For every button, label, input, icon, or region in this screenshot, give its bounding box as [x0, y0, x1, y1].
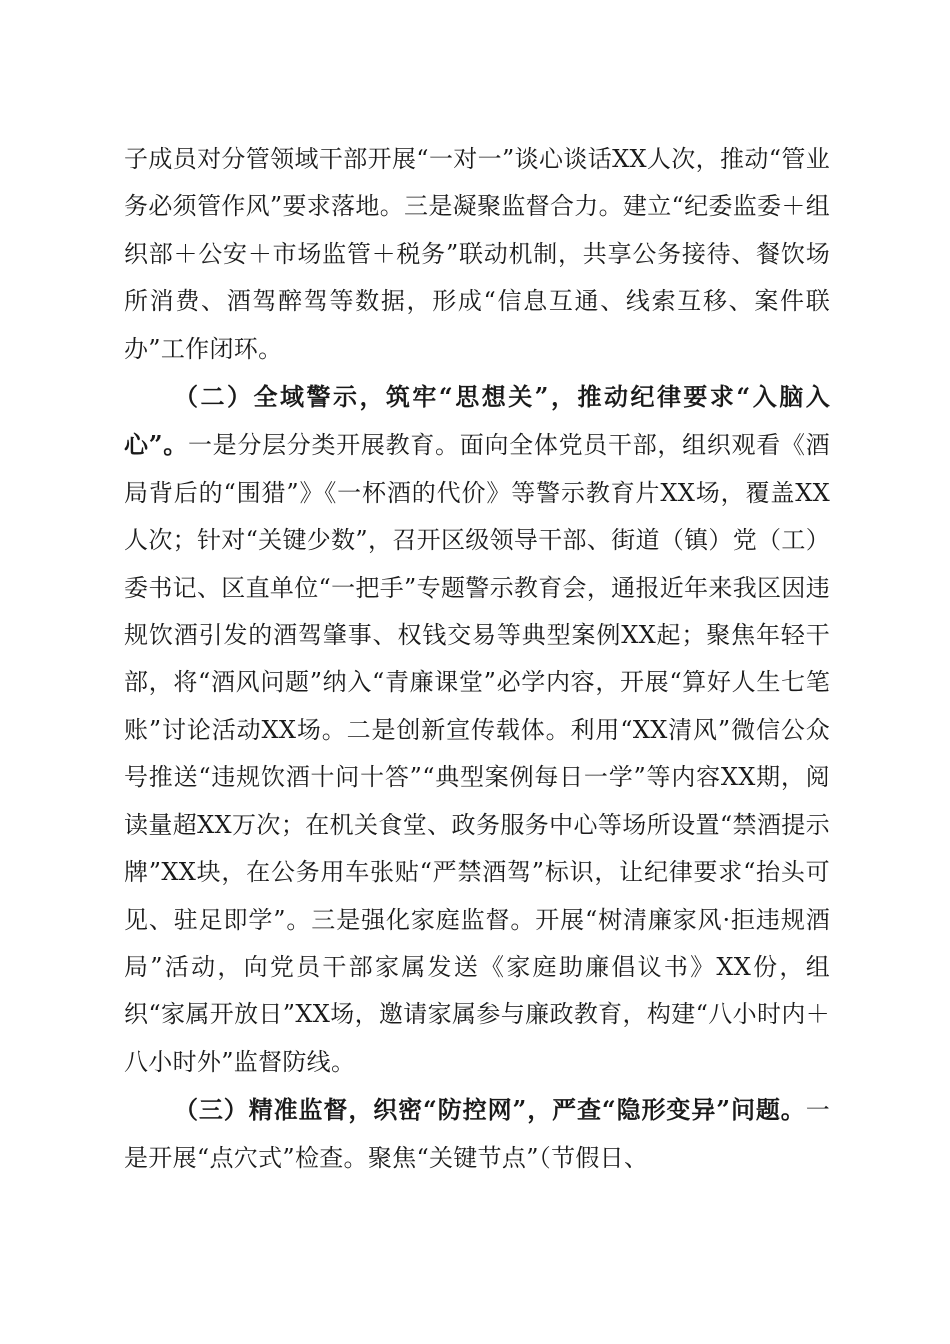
paragraph-text: 一是开展“点穴式”检查。聚焦“关键节点”（节假日、 — [124, 1096, 830, 1172]
section-heading: （二）全域警示，筑牢“思想关”，推动纪律要求“入脑入心”。 — [124, 382, 830, 460]
document-body — [124, 136, 830, 1182]
paragraph-section-2 — [124, 373, 830, 1086]
paragraph-text: 一是分层分类开展教育。面向全体党员干部，组织观看《酒局背后的“围猎”》《一杯酒的代价》等警示教育片XX场，覆盖XX人次；针对“关键少数”，召开区级领导干部、街道（镇）党（工）委书记、区直单位“一把手”专题警示教育会，通报近年来我区因违规饮酒引发的酒驾肇事、权钱交易等典型案例XX起；聚焦年轻干部，将“酒风问题”纳入“青廉课堂”必学内容，开展“算好人生七笔账”讨论活动XX场。二是创新宣传载体。利用“XX清风”微信公众号推送“违规饮酒十问十答”“典型案例每日一学”等内容XX期，阅读量超XX万次；在机关食堂、政务服务中心等场所设置“禁酒提示牌”XX块，在公务用车张贴“严禁酒驾”标识，让纪律要求“抬头可见、驻足即学”。三是强化家庭监督。开展“树清廉家风·拒违规酒局”活动，向党员干部家属发送《家庭助廉倡议书》XX份，组织“家属开放日”XX场，邀请家属参与廉政教育，构建“八小时内＋八小时外”监督防线。 — [124, 431, 830, 1076]
paragraph-section-3 — [124, 1086, 830, 1182]
paragraph-text: 子成员对分管领域干部开展“一对一”谈心谈话XX人次，推动“管业务必须管作风”要求落地。三是凝聚监督合力。建立“纪委监委＋组织部＋公安＋市场监管＋税务”联动机制，共享公务接待、餐饮场所消费、酒驾醉驾等数据，形成“信息互通、线索互移、案件联办”工作闭环。 — [124, 145, 830, 363]
paragraph-continued — [124, 136, 830, 373]
section-heading: （三）精准监督，织密“防控网”，严查“隐形变异”问题。 — [174, 1095, 806, 1125]
